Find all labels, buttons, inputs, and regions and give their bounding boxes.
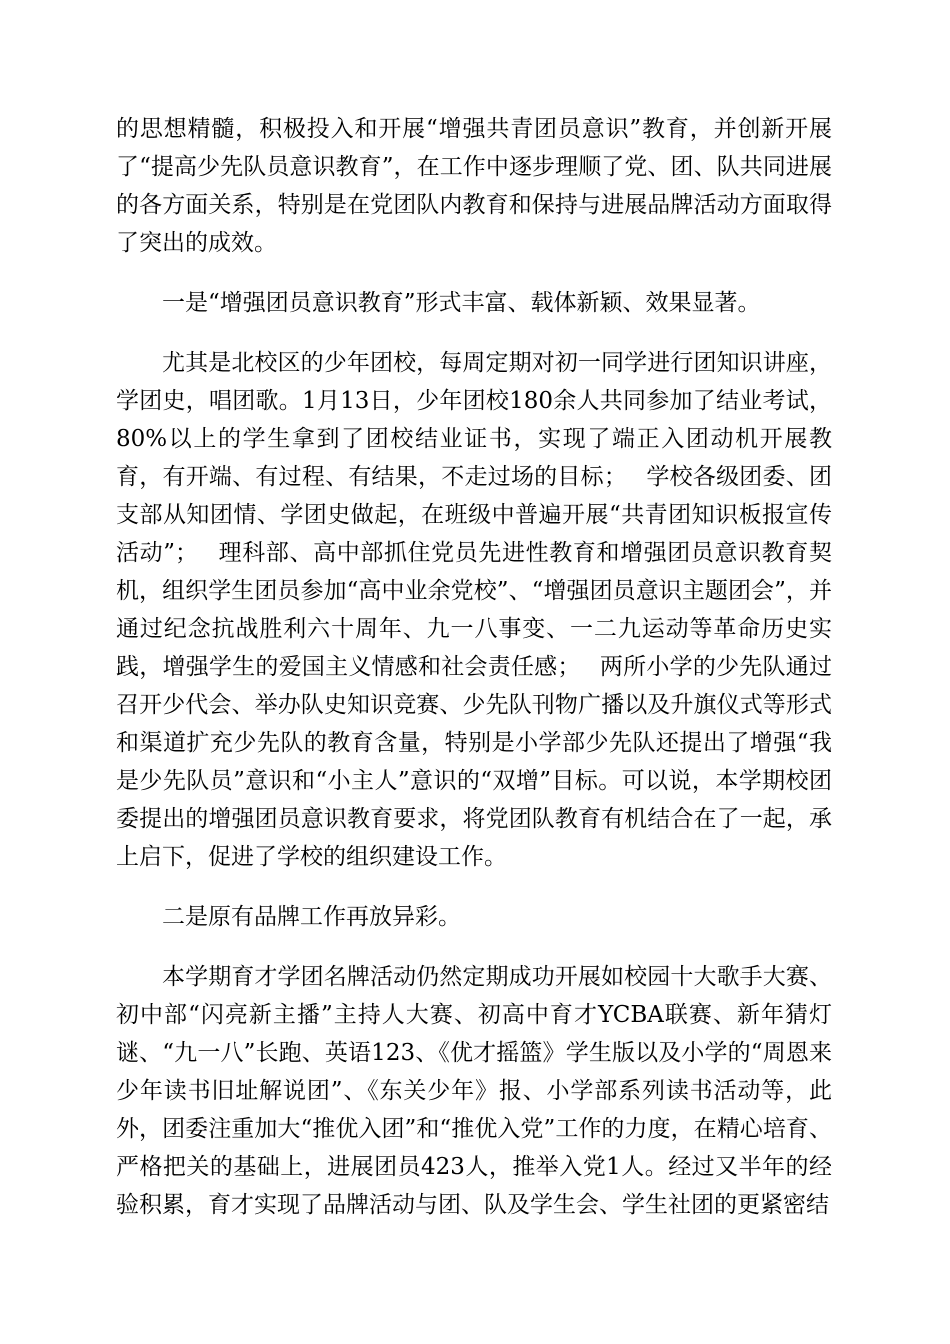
paragraph-point-two-body: 本学期育才学团名牌活动仍然定期成功开展如校园十大歌手大赛、初中部“闪亮新主播”主持人大赛、初高中育才YCBA联赛、新年猜灯谜、“九一八”长跑、英语123、《优才摇篮》学生版以及小学的“周恩来少年读书旧址解说团”、《东关少年》报、小学部系列读书活动等，此外，团委注重加大“推优入团”和“推优入党”工作的力度，在精心培育、严格把关的基础上，进展团员423人，推举入党1人。经过又半年的经验积累，育才实现了品牌活动与团、队及学生会、学生社团的更紧密结 <box>116 964 832 1218</box>
paragraph-intro-continuation: 的思想精髓，积极投入和开展“增强共青团员意识”教育，并创新开展了“提高少先队员意识教育”，在工作中逐步理顺了党、团、队共同进展的各方面关系，特别是在党团队内教育和保持与进展品牌活动方面取得了突出的成效。 <box>116 116 832 256</box>
paragraph-point-one-body: 尤其是北校区的少年团校，每周定期对初一同学进行团知识讲座，学团史，唱团歌。1月13日，少年团校180余人共同参加了结业考试，80%以上的学生拿到了团校结业证书，实现了端正入团动机开展教育，有开端、有过程、有结果，不走过场的目标； 学校各级团委、团支部从知团情、学团史做起，在班级中普遍开展“共青团知识板报宣传活动”； 理科部、高中部抓住党员先进性教育和增强团员意识教育契机，组织学生团员参加“高中业余党校”、“增强团员意识主题团会”，并通过纪念抗战胜利六十周年、九一八事变、一二九运动等革命历史实践，增强学生的爱国主义情感和社会责任感； 两所小学的少先队通过召开少代会、举办队史知识竞赛、少先队刊物广播以及升旗仪式等形式和渠道扩充少先队的教育含量，特别是小学部少先队还提出了增强“我是少先队员”意识和“小主人”意识的“双增”目标。可以说，本学期校团委提出的增强团员意识教育要求，将党团队教育有机结合在了一起，承上启下，促进了学校的组织建设工作。 <box>116 350 832 870</box>
paragraph-point-two-heading: 二是原有品牌工作再放异彩。 <box>162 904 461 930</box>
paragraph-point-one-heading: 一是“增强团员意识教育”形式丰富、载体新颖、效果显著。 <box>162 290 761 316</box>
document-body <box>116 110 832 1246</box>
